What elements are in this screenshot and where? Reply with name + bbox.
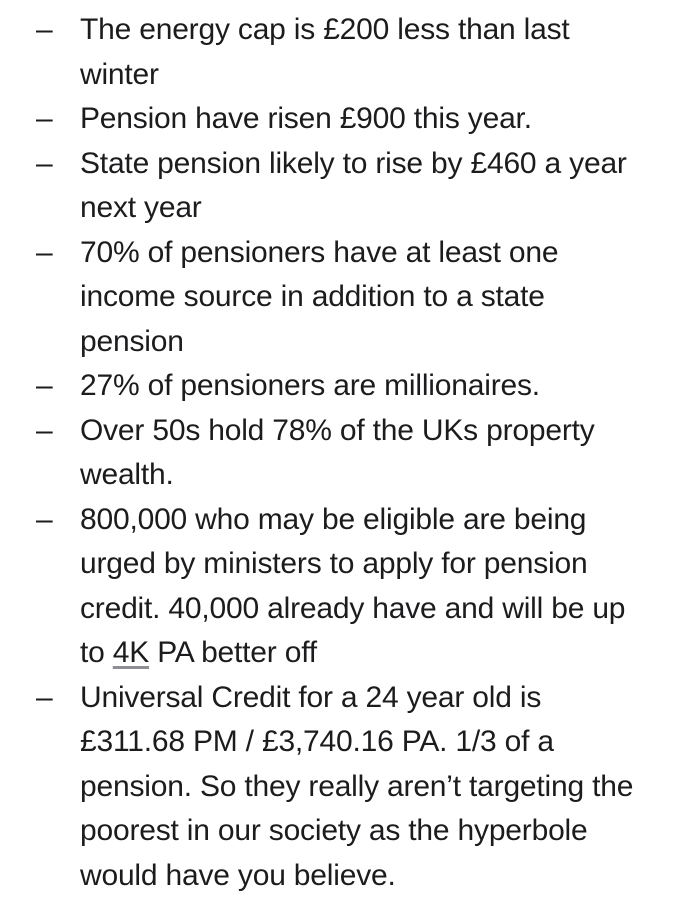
detected-amount-link[interactable]: 4K <box>112 636 150 669</box>
list-item <box>0 231 683 365</box>
list-item-text: The energy cap is £200 less than last winter <box>80 13 570 91</box>
list-item-text: Over 50s hold 78% of the UKs property wealth. <box>80 413 595 491</box>
list-item <box>0 8 683 97</box>
list-item <box>0 364 683 409</box>
bullet-list <box>0 8 683 898</box>
dash-bullet: – <box>36 680 53 714</box>
list-item <box>0 676 683 899</box>
dash-bullet: – <box>36 413 53 447</box>
list-item-text-before: 800,000 who may be eligible are being urged by ministers to apply for pension credit. 40,000 already have and will be up to <box>80 502 626 669</box>
list-item <box>0 142 683 231</box>
dash-bullet: – <box>36 13 53 46</box>
list-item-text: 27% of pensioners are millionaires. <box>80 369 540 402</box>
list-item-text: Pension have risen £900 this year. <box>80 102 532 135</box>
dash-bullet: – <box>36 502 53 536</box>
dash-bullet: – <box>36 369 53 402</box>
list-item-text: State pension likely to rise by £460 a year next year <box>80 146 627 224</box>
dash-bullet: – <box>36 102 53 135</box>
list-item-text: 70% of pensioners have at least one income source in addition to a state pension <box>80 235 559 358</box>
list-item-text-after: PA better off <box>149 636 317 669</box>
list-item <box>0 409 683 498</box>
list-item <box>0 498 683 676</box>
list-item <box>0 97 683 142</box>
dash-bullet: – <box>36 146 53 180</box>
dash-bullet: – <box>36 235 53 269</box>
list-item-text: Universal Credit for a 24 year old is £311.68 PM / £3,740.16 PA. 1/3 of a pension. So they really aren’t targeting the poorest in our society as the hyperbole would have you believe. <box>80 680 634 892</box>
